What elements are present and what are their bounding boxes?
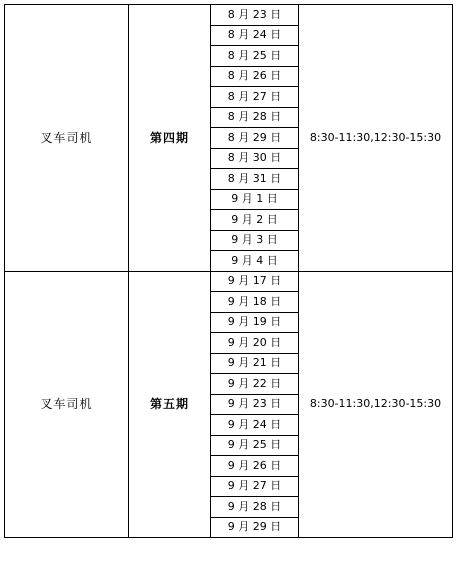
date-cell: 9 月 29 日 xyxy=(211,517,299,538)
date-cell: 8 月 29 日 xyxy=(211,128,299,149)
date-cell: 9 月 17 日 xyxy=(211,271,299,292)
date-cell: 8 月 28 日 xyxy=(211,107,299,128)
phase-cell: 第五期 xyxy=(129,271,211,538)
date-cell: 9 月 20 日 xyxy=(211,333,299,354)
phase-cell: 第四期 xyxy=(129,5,211,272)
date-cell: 8 月 26 日 xyxy=(211,66,299,87)
date-cell: 8 月 30 日 xyxy=(211,148,299,169)
occupation-cell: 叉车司机 xyxy=(5,271,129,538)
date-cell: 9 月 19 日 xyxy=(211,312,299,333)
date-cell: 9 月 4 日 xyxy=(211,251,299,272)
date-cell: 9 月 2 日 xyxy=(211,210,299,231)
date-cell: 9 月 21 日 xyxy=(211,353,299,374)
date-cell: 9 月 28 日 xyxy=(211,497,299,518)
date-cell: 9 月 23 日 xyxy=(211,394,299,415)
date-cell: 8 月 25 日 xyxy=(211,46,299,67)
date-cell: 8 月 24 日 xyxy=(211,25,299,46)
date-cell: 9 月 27 日 xyxy=(211,476,299,497)
date-cell: 8 月 27 日 xyxy=(211,87,299,108)
date-cell: 8 月 23 日 xyxy=(211,5,299,26)
occupation-cell: 叉车司机 xyxy=(5,5,129,272)
date-cell: 9 月 25 日 xyxy=(211,435,299,456)
schedule-table xyxy=(4,4,453,538)
date-cell: 8 月 31 日 xyxy=(211,169,299,190)
date-cell: 9 月 22 日 xyxy=(211,374,299,395)
time-cell: 8:30-11:30,12:30-15:30 xyxy=(299,271,453,538)
date-cell: 9 月 3 日 xyxy=(211,230,299,251)
time-cell: 8:30-11:30,12:30-15:30 xyxy=(299,5,453,272)
table-row xyxy=(5,271,453,292)
schedule-body xyxy=(5,5,453,538)
date-cell: 9 月 1 日 xyxy=(211,189,299,210)
date-cell: 9 月 24 日 xyxy=(211,415,299,436)
date-cell: 9 月 18 日 xyxy=(211,292,299,313)
table-row xyxy=(5,5,453,26)
date-cell: 9 月 26 日 xyxy=(211,456,299,477)
